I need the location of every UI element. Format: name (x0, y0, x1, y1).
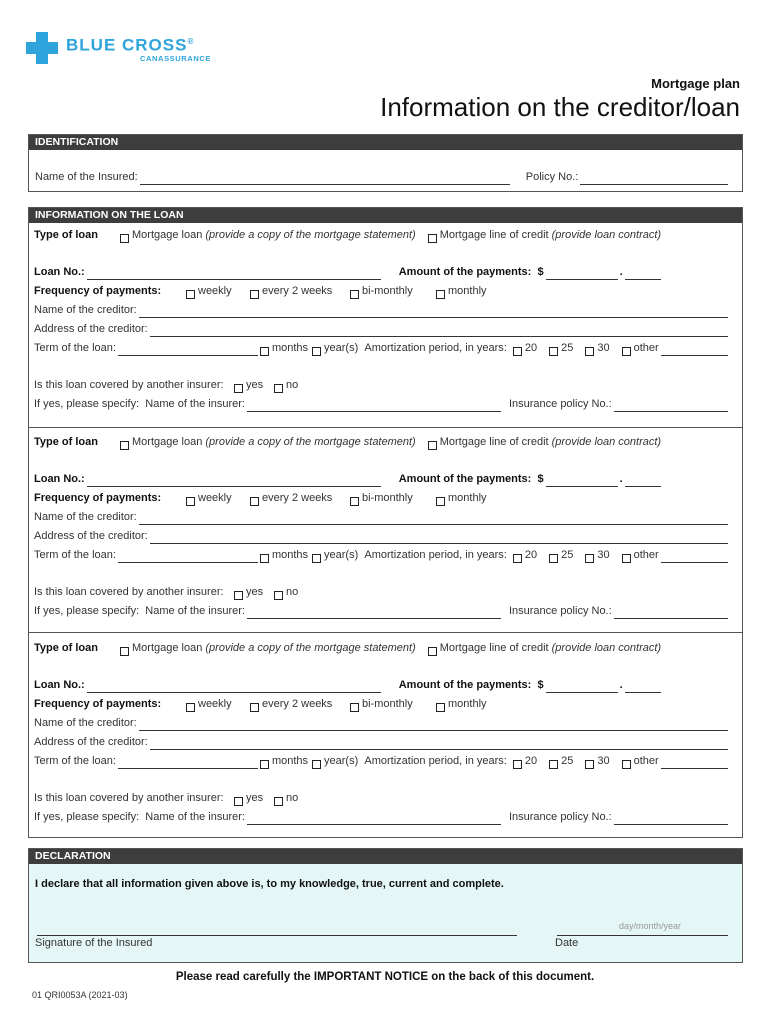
monthly-checkbox[interactable] (436, 497, 445, 506)
covered-yes-label: yes (246, 379, 264, 391)
amort-30-label: 30 (597, 755, 610, 767)
covered-no-label: no (286, 792, 299, 804)
creditor-address-field[interactable] (150, 326, 728, 337)
declaration-header: DECLARATION (29, 849, 742, 864)
creditor-name-label: Name of the creditor: (34, 511, 137, 523)
insurer-name-field[interactable] (247, 608, 501, 619)
insurer-name-label: Name of the insurer: (145, 811, 245, 823)
declaration-section (28, 848, 743, 963)
amount-dollars-field[interactable] (546, 269, 618, 280)
policy-no-field[interactable] (580, 174, 728, 185)
covered-no-label: no (286, 586, 299, 598)
monthly-checkbox[interactable] (436, 290, 445, 299)
amort-other-field[interactable] (661, 758, 728, 769)
amortization-label: Amortization period, in years: (364, 755, 507, 767)
loan-section-header: INFORMATION ON THE LOAN (29, 208, 742, 223)
weekly-checkbox[interactable] (186, 703, 195, 712)
amort-25-label: 25 (561, 755, 574, 767)
amort-other-label: other (633, 549, 659, 561)
amort-25-checkbox[interactable] (549, 554, 558, 563)
covered-yes-label: yes (246, 792, 264, 804)
form-code: 01 QRI0053A (2021-03) (32, 990, 128, 1000)
line-of-credit-label: Mortgage line of credit (439, 436, 549, 448)
loan-no-field[interactable] (87, 269, 381, 280)
identification-header: IDENTIFICATION (29, 135, 742, 150)
amort-other-checkbox[interactable] (622, 760, 631, 769)
amount-cents-field[interactable] (625, 476, 661, 487)
insurer-name-label: Name of the insurer: (145, 398, 245, 410)
months-checkbox[interactable] (260, 347, 269, 356)
loan-no-label: Loan No.: (34, 473, 85, 485)
weekly-label: weekly (198, 492, 232, 504)
every-2-weeks-label: every 2 weeks (262, 698, 333, 710)
bi-monthly-label: bi-monthly (362, 492, 413, 504)
years-label: year(s) (324, 755, 359, 767)
policy-no-label: Policy No.: (525, 171, 579, 183)
creditor-name-label: Name of the creditor: (34, 304, 137, 316)
amort-20-label: 20 (524, 549, 538, 561)
page-title: Information on the creditor/loan (380, 92, 740, 122)
amort-other-checkbox[interactable] (622, 554, 631, 563)
term-label: Term of the loan: (34, 342, 116, 354)
amort-30-checkbox[interactable] (585, 760, 594, 769)
creditor-address-label: Address of the creditor: (34, 323, 148, 335)
loan-no-label: Loan No.: (34, 266, 85, 278)
mortgage-loan-label: Mortgage loan (132, 229, 203, 241)
insurance-policy-label: Insurance policy No.: (508, 398, 612, 410)
covered-yes-checkbox[interactable] (234, 797, 243, 806)
mortgage-loan-note: (provide a copy of the mortgage statement) (205, 642, 416, 654)
line-of-credit-note: (provide loan contract) (551, 229, 662, 241)
amount-label: Amount of the payments: (398, 679, 532, 691)
monthly-label: monthly (448, 285, 487, 297)
bi-monthly-checkbox[interactable] (350, 497, 359, 506)
covered-label: Is this loan covered by another insurer: (34, 379, 224, 391)
every-2-weeks-label: every 2 weeks (262, 285, 333, 297)
mortgage-loan-checkbox[interactable] (120, 647, 129, 656)
cross-icon (26, 32, 58, 64)
term-field[interactable] (118, 552, 258, 563)
monthly-label: monthly (448, 492, 487, 504)
type-of-loan-label: Type of loan (34, 436, 98, 448)
mortgage-loan-label: Mortgage loan (132, 436, 203, 448)
mortgage-loan-note: (provide a copy of the mortgage statement) (205, 436, 416, 448)
identification-section (28, 134, 743, 192)
type-of-loan-label: Type of loan (34, 642, 98, 654)
covered-no-label: no (286, 379, 299, 391)
amort-25-checkbox[interactable] (549, 347, 558, 356)
amort-20-checkbox[interactable] (513, 760, 522, 769)
amount-dollars-field[interactable] (546, 682, 618, 693)
months-label: months (271, 342, 309, 354)
logo-sub: CANASSURANCE (140, 53, 211, 63)
creditor-name-field[interactable] (139, 307, 728, 318)
months-checkbox[interactable] (260, 554, 269, 563)
years-checkbox[interactable] (312, 347, 321, 356)
signature-label: Signature of the Insured (35, 937, 153, 949)
every-2-weeks-checkbox[interactable] (250, 703, 259, 712)
plan-name: Mortgage plan (651, 76, 740, 91)
covered-yes-label: yes (246, 586, 264, 598)
mortgage-loan-checkbox[interactable] (120, 441, 129, 450)
creditor-address-field[interactable] (150, 739, 728, 750)
years-checkbox[interactable] (312, 760, 321, 769)
blue-cross-logo (26, 32, 211, 64)
line-of-credit-checkbox[interactable] (428, 234, 437, 243)
years-label: year(s) (324, 342, 359, 354)
covered-yes-checkbox[interactable] (234, 384, 243, 393)
amort-25-checkbox[interactable] (549, 760, 558, 769)
amortization-label: Amortization period, in years: (364, 549, 507, 561)
covered-no-checkbox[interactable] (274, 591, 283, 600)
amort-other-checkbox[interactable] (622, 347, 631, 356)
signature-field[interactable] (37, 925, 517, 936)
term-label: Term of the loan: (34, 755, 116, 767)
logo-reg: ® (187, 37, 195, 47)
monthly-label: monthly (448, 698, 487, 710)
insurance-policy-field[interactable] (614, 608, 728, 619)
weekly-label: weekly (198, 698, 232, 710)
line-of-credit-note: (provide loan contract) (551, 436, 662, 448)
covered-label: Is this loan covered by another insurer: (34, 792, 224, 804)
amort-20-checkbox[interactable] (513, 347, 522, 356)
term-label: Term of the loan: (34, 549, 116, 561)
every-2-weeks-checkbox[interactable] (250, 290, 259, 299)
covered-no-checkbox[interactable] (274, 384, 283, 393)
insurer-name-field[interactable] (247, 401, 501, 412)
amortization-label: Amortization period, in years: (364, 342, 507, 354)
years-label: year(s) (324, 549, 359, 561)
if-yes-label: If yes, please specify: (34, 398, 140, 410)
mortgage-loan-note: (provide a copy of the mortgage statement) (205, 229, 416, 241)
years-checkbox[interactable] (312, 554, 321, 563)
amort-25-label: 25 (561, 549, 574, 561)
bi-monthly-label: bi-monthly (362, 698, 413, 710)
amort-other-field[interactable] (661, 345, 728, 356)
logo-name: BLUE CROSS (66, 35, 188, 55)
weekly-checkbox[interactable] (186, 290, 195, 299)
creditor-address-label: Address of the creditor: (34, 530, 148, 542)
amort-20-label: 20 (524, 342, 538, 354)
amount-label: Amount of the payments: (398, 266, 532, 278)
loan-no-field[interactable] (87, 682, 381, 693)
insured-name-field[interactable] (140, 174, 510, 185)
line-of-credit-label: Mortgage line of credit (439, 229, 549, 241)
months-label: months (271, 549, 309, 561)
decimal-point: . (619, 679, 623, 691)
declaration-statement: I declare that all information given above is, to my knowledge, true, current and complete. (35, 878, 504, 890)
line-of-credit-checkbox[interactable] (428, 647, 437, 656)
term-field[interactable] (118, 345, 258, 356)
amount-dollars-field[interactable] (546, 476, 618, 487)
insurance-policy-field[interactable] (614, 814, 728, 825)
every-2-weeks-checkbox[interactable] (250, 497, 259, 506)
amount-cents-field[interactable] (625, 682, 661, 693)
bi-monthly-label: bi-monthly (362, 285, 413, 297)
amort-other-label: other (633, 342, 659, 354)
amort-30-checkbox[interactable] (585, 347, 594, 356)
amount-cents-field[interactable] (625, 269, 661, 280)
insurer-name-label: Name of the insurer: (145, 605, 245, 617)
creditor-name-label: Name of the creditor: (34, 717, 137, 729)
amort-25-label: 25 (561, 342, 574, 354)
date-label: Date (555, 937, 579, 949)
loan-separator (28, 632, 743, 633)
amort-20-label: 20 (524, 755, 538, 767)
frequency-label: Frequency of payments: (34, 492, 162, 504)
if-yes-label: If yes, please specify: (34, 811, 140, 823)
insurer-name-field[interactable] (247, 814, 501, 825)
every-2-weeks-label: every 2 weeks (262, 492, 333, 504)
mortgage-loan-checkbox[interactable] (120, 234, 129, 243)
loan-no-label: Loan No.: (34, 679, 85, 691)
creditor-address-label: Address of the creditor: (34, 736, 148, 748)
dollar-sign: $ (537, 679, 544, 691)
bi-monthly-checkbox[interactable] (350, 703, 359, 712)
bi-monthly-checkbox[interactable] (350, 290, 359, 299)
amount-label: Amount of the payments: (398, 473, 532, 485)
date-hint: day/month/year (619, 921, 682, 931)
insurance-policy-label: Insurance policy No.: (508, 605, 612, 617)
covered-label: Is this loan covered by another insurer: (34, 586, 224, 598)
type-of-loan-label: Type of loan (34, 229, 98, 241)
decimal-point: . (619, 266, 623, 278)
covered-yes-checkbox[interactable] (234, 591, 243, 600)
frequency-label: Frequency of payments: (34, 698, 162, 710)
months-checkbox[interactable] (260, 760, 269, 769)
if-yes-label: If yes, please specify: (34, 605, 140, 617)
amort-30-checkbox[interactable] (585, 554, 594, 563)
line-of-credit-note: (provide loan contract) (551, 642, 662, 654)
important-notice: Please read carefully the IMPORTANT NOTICE on the back of this document. (175, 971, 595, 983)
creditor-name-field[interactable] (139, 720, 728, 731)
months-label: months (271, 755, 309, 767)
amort-other-label: other (633, 755, 659, 767)
frequency-label: Frequency of payments: (34, 285, 162, 297)
loan-no-field[interactable] (87, 476, 381, 487)
covered-no-checkbox[interactable] (274, 797, 283, 806)
insurance-policy-label: Insurance policy No.: (508, 811, 612, 823)
creditor-address-field[interactable] (150, 533, 728, 544)
amort-30-label: 30 (597, 342, 610, 354)
monthly-checkbox[interactable] (436, 703, 445, 712)
loan-separator (28, 427, 743, 428)
weekly-checkbox[interactable] (186, 497, 195, 506)
decimal-point: . (619, 473, 623, 485)
amort-30-label: 30 (597, 549, 610, 561)
amort-other-field[interactable] (661, 552, 728, 563)
dollar-sign: $ (537, 473, 544, 485)
insured-name-label: Name of the Insured: (35, 171, 138, 183)
line-of-credit-checkbox[interactable] (428, 441, 437, 450)
mortgage-loan-label: Mortgage loan (132, 642, 203, 654)
weekly-label: weekly (198, 285, 232, 297)
amort-20-checkbox[interactable] (513, 554, 522, 563)
line-of-credit-label: Mortgage line of credit (439, 642, 549, 654)
creditor-name-field[interactable] (139, 514, 728, 525)
term-field[interactable] (118, 758, 258, 769)
insurance-policy-field[interactable] (614, 401, 728, 412)
dollar-sign: $ (537, 266, 544, 278)
